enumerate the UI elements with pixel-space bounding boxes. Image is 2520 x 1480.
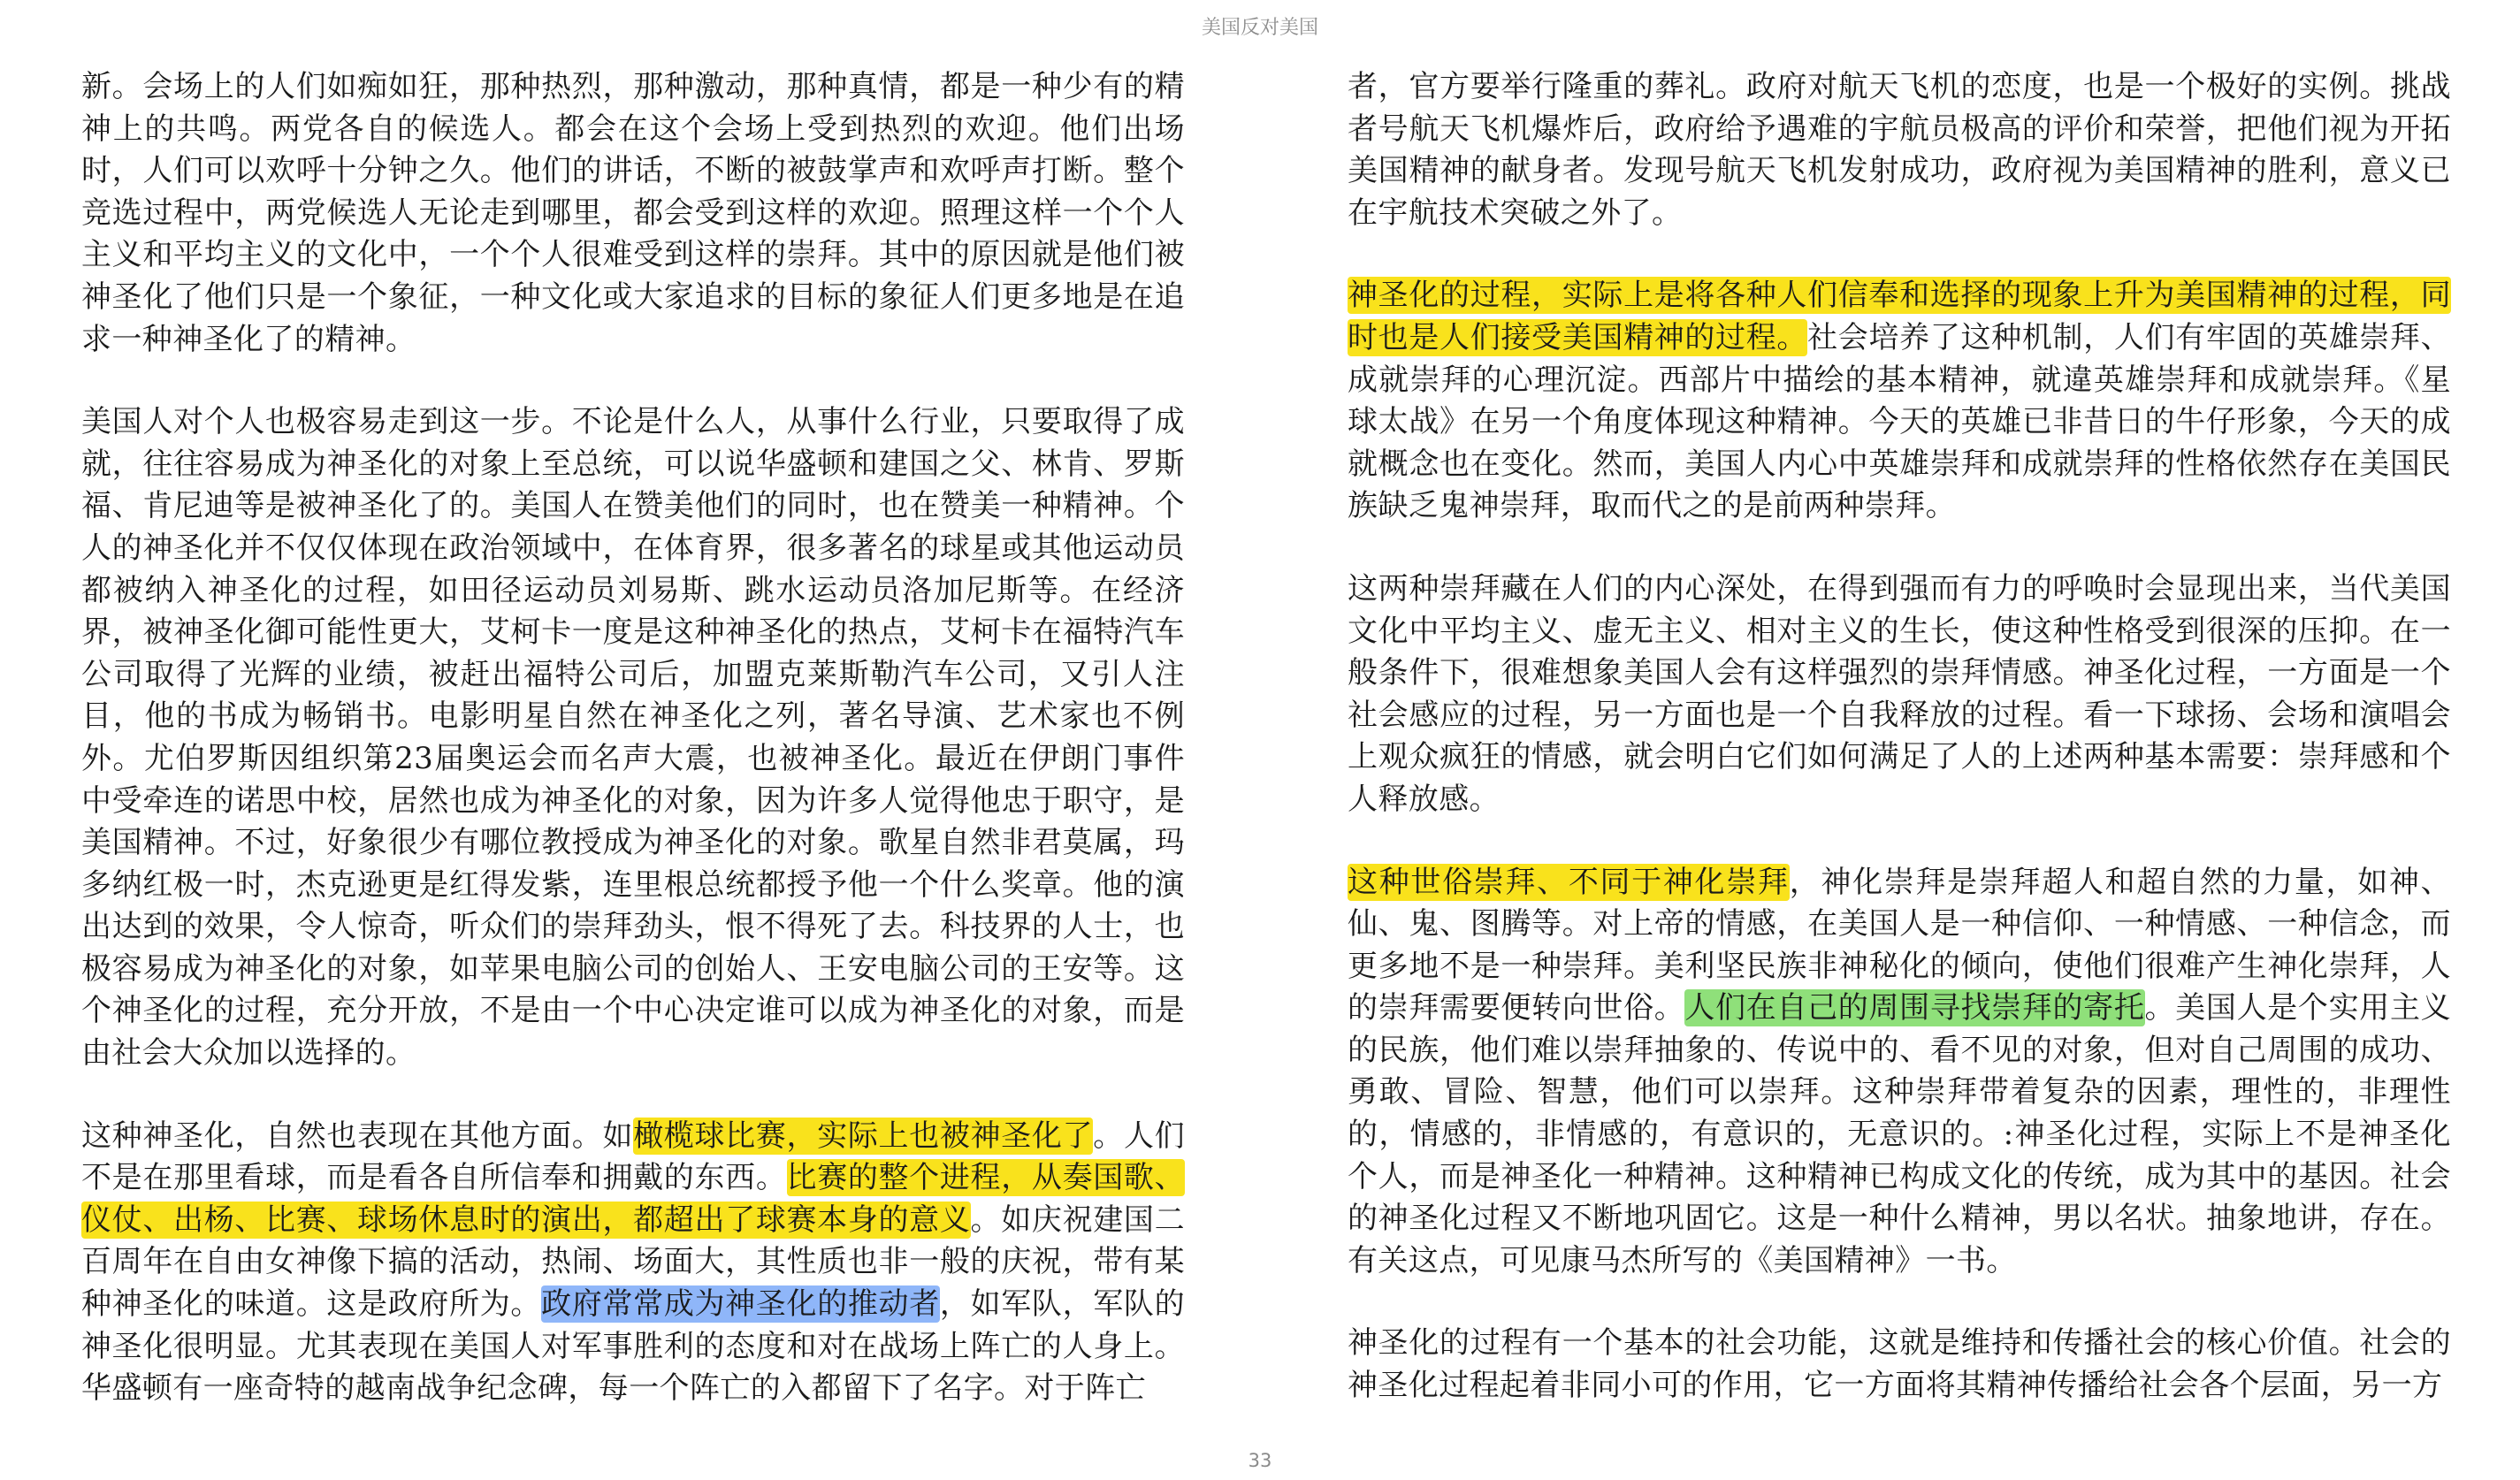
paragraph: 新。会场上的人们如痴如狂，那种热烈，那种激动，那种真情，都是一种少有的精神上的共鸣。两党各自的候选人。都会在这个会场上受到热烈的欢迎。他们出场时，人们可以欢呼十分钟之久。他们的讲话，不断的被鼓掌声和欢呼声打断。整个竞选过程中，两党候选人无论走到哪里，都会受到这样的欢迎。照理这样一个个人主义和平均主义的文化中，一个个人很难受到这样的崇拜。其中的原因就是他们被神圣化了他们只是一个象征，一种文化或大家追求的目标的象征人们更多地是在追求一种神圣化了的精神。 <box>81 69 1185 357</box>
green-highlight[interactable]: 人们在自己的周围寻找崇拜的寄托 <box>1684 990 2145 1026</box>
paragraph-text: 。美国人是个实用主义的民族，他们难以崇拜抽象的、传说中的、看不见的对象，但对自己周围的成功、勇敢、冒险、智慧，他们可以崇拜。这种崇拜带着复杂的因素，理性的，非理性的，情感的，非情感的，有意识的，无意识的。:神圣化过程，实际上不是神圣化个人，而是神圣化一种精神。这种精神已构成文化的传统，成为其中的基因。社会的神圣化过程又不断地巩固它。这是一种什么精神，男以名状。抽象地讲，存在。有关这点，可见康马杰所写的《美国精神》一书。 <box>1348 990 2452 1278</box>
paragraph-text: 社会培养了这种机制，人们有牢固的英雄崇拜、成就崇拜的心理沉淀。西部片中描绘的基本精神，就違英雄崇拜和成就崇拜。《星球太战》在另一个角度体现这种精神。今天的英雄已非昔日的牛仔形象，今天的成就概念也在变化。然而，美国人内心中英雄崇拜和成就崇拜的性格依然存在美国民族缺乏鬼神崇拜，取而代之的是前两种崇拜。 <box>1348 319 2452 524</box>
left-page-column <box>81 66 1185 1451</box>
yellow-highlight[interactable]: 神圣化的过程，实际上是将各种人们信奉和选择的现象上升为美国精神的过程，同时也是人们接受美国精神的过程。 <box>1348 278 2451 355</box>
paragraph <box>81 1116 1185 1410</box>
yellow-highlight[interactable]: 橄榄球比赛，实际上也被神圣化了 <box>633 1118 1094 1154</box>
paragraph-text: ，如军队，军队的神圣化很明显。尤其表现在美国人对军事胜利的态度和对在战场上阵亡的人身上。华盛顿有一座奇特的越南战争纪念碑，每一个阵亡的入都留下了名字。对于阵亡 <box>81 1286 1186 1407</box>
paragraph-text: 这种神圣化，自然也表现在其他方面。如 <box>81 1118 634 1154</box>
right-page-column <box>1348 66 2451 1448</box>
book-title: 美国反对美国 <box>1201 17 1318 39</box>
paragraph-text: ，神化崇拜是崇拜超人和超自然的力量，如神、仙、鬼、图腾等。对上帝的情感，在美国人是一种信仰、一种情感、一种信念，而更多地不是一种崇拜。美利坚民族非神秘化的倾向，使他们很难产生神化崇拜，人的崇拜需要便转向世俗。 <box>1348 864 2451 1026</box>
paragraph: 美国人对个人也极容易走到这一步。不论是什么人，从事什么行业，只要取得了成就，往往容易成为神圣化的对象上至总统，可以说华盛顿和建国之父、林肯、罗斯福、肯尼迪等是被神圣化了的。美国人在赞美他们的同时，也在赞美一种精神。个人的神圣化并不仅仅体现在政治领域中，在体育界，很多著名的球星或其他运动员都被纳入神圣化的过程，如田径运动员刘易斯、跳水运动员洛加尼斯等。在经济界，被神圣化御可能性更大，艾柯卡一度是这种神圣化的热点，艾柯卡在福特汽车公司取得了光辉的业绩，被赶出福特公司后，加盟克莱斯勒汽车公司，又引人注目，他的书成为畅销书。电影明星自然在神圣化之列，著名导演、艺术家也不例外。尤伯罗斯因组织第23届奥运会而名声大震，也被神圣化。最近在伊朗门事件中受牵连的诺思中校，居然也成为神圣化的对象，因为许多人觉得他忠于职守，是美国精神。不过，好象很少有哪位教授成为神圣化的对象。歌星自然非君莫属，玛多纳红极一时，杰克逊更是红得发紫，连里根总统都授予他一个什么奖章。他的演出达到的效果，令人惊奇，听众们的崇拜劲头，恨不得死了去。科技界的人士，也极容易成为神圣化的对象，如苹果电脑公司的创始人、王安电脑公司的王安等。这个神圣化的过程，充分开放，不是由一个中心决定谁可以成为神圣化的对象，而是由社会大众加以选择的。 <box>81 404 1185 1072</box>
paragraph-text: 。人们不是在那里看球，而是看各自所信奉和拥戴的东西。 <box>81 1118 1186 1196</box>
blue-highlight[interactable]: 政府常常成为神圣化的推动者 <box>541 1286 940 1323</box>
paragraph: 者，官方要举行隆重的葬礼。政府对航天飞机的恋度，也是一个极好的实例。挑战者号航天飞机爆炸后，政府给予遇难的宇航员极高的评价和荣誉，把他们视为开拓美国精神的献身者。发现号航天飞机发射成功，政府视为美国精神的胜利，意义已在宇航技术突破之外了。 <box>1348 69 2451 231</box>
paragraph: 这两种崇拜藏在人们的内心深处，在得到强而有力的呼唤时会显现出来，当代美国文化中平均主义、虚无主义、相对主义的生长，使这种性格受到很深的压抑。在一般条件下，很难想象美国人会有这样强烈的崇拜情感。神圣化过程，一方面是一个社会感应的过程，另一方面也是一个自我释放的过程。看一下球扬、会场和演唱会上观众疯狂的情感，就会明白它们如何满足了人的上述两种基本需要：崇拜感和个人释放感。 <box>1348 570 2451 817</box>
paragraph: 神圣化的过程有一个基本的社会功能，这就是维持和传播社会的核心价值。社会的神圣化过程起着非同小可的作用，它一方面将其精神传播给社会各个层面，另一方 <box>1348 1325 2451 1404</box>
paragraph-text: 。如庆祝建国二百周年在自由女神像下搞的活动，热闹、场面大，其性质也非一般的庆祝，带有某种神圣化的味道。这是政府所为。 <box>81 1202 1185 1323</box>
paragraph <box>1348 862 2451 1283</box>
page-number: 33 <box>1248 1450 1272 1471</box>
yellow-highlight[interactable]: 这种世俗崇拜、不同于神化崇拜 <box>1348 864 1790 900</box>
paragraph <box>1348 275 2451 528</box>
yellow-highlight[interactable]: 比赛的整个进程，从奏国歌、仪仗、出杨、比赛、球场休息时的演出，都超出了球赛本身的意义 <box>81 1160 1186 1238</box>
